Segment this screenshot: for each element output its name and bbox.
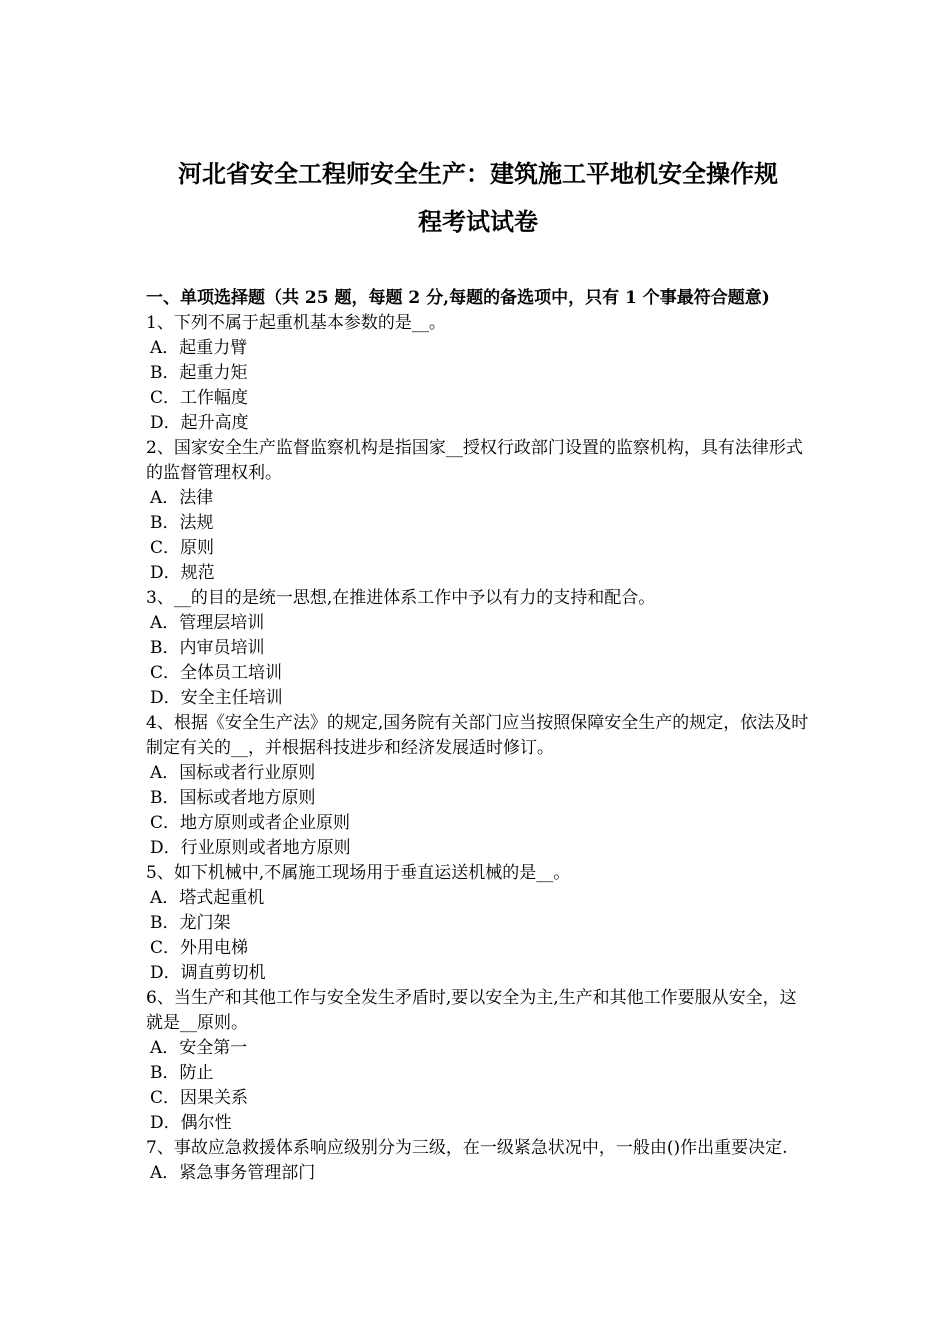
option-a: A．管理层培训	[150, 613, 265, 633]
option-a: A．国标或者行业原则	[150, 763, 316, 783]
question-5	[146, 861, 810, 986]
option-c: C．因果关系	[150, 1088, 249, 1108]
question-stem: 3、__的目的是统一思想,在推进体系工作中予以有力的支持和配合。	[146, 588, 656, 608]
option-b: B．起重力矩	[150, 363, 248, 383]
question-stem: 6、当生产和其他工作与安全发生矛盾时,要以安全为主,生产和其他工作要服从安全，这就是__原则。	[146, 988, 797, 1033]
option-a: A．安全第一	[150, 1038, 248, 1058]
option-a: A．起重力臂	[150, 338, 248, 358]
document-page	[146, 150, 810, 1186]
question-stem: 2、国家安全生产监督监察机构是指国家__授权行政部门设置的监察机构，具有法律形式的监督管理权利。	[146, 438, 803, 483]
question-6	[146, 986, 810, 1136]
option-b: B．防止	[150, 1063, 214, 1083]
document-title	[146, 150, 810, 246]
option-a: A．紧急事务管理部门	[150, 1163, 316, 1183]
option-b: B．国标或者地方原则	[150, 788, 316, 808]
option-a: A．法律	[150, 488, 214, 508]
option-c: C．外用电梯	[150, 938, 249, 958]
question-4	[146, 711, 810, 861]
option-d: D．偶尔性	[150, 1113, 232, 1133]
option-c: C．全体员工培训	[150, 663, 283, 683]
section-heading: 一、单项选择题（共 25 题，每题 2 分,每题的备选项中，只有 1 个事最符合题意)	[146, 288, 770, 308]
option-a: A．塔式起重机	[150, 888, 265, 908]
option-d: D．安全主任培训	[150, 688, 283, 708]
title-line-2: 程考试试卷	[418, 207, 538, 236]
option-c: C．原则	[150, 538, 215, 558]
option-d: D．行业原则或者地方原则	[150, 838, 351, 858]
option-d: D．规范	[150, 563, 215, 583]
option-c: C．工作幅度	[150, 388, 249, 408]
question-stem: 5、如下机械中,不属施工现场用于垂直运送机械的是__。	[146, 863, 571, 883]
question-list	[146, 311, 810, 1186]
question-stem: 7、事故应急救援体系响应级别分为三级，在一级紧急状况中，一般由()作出重要决定.	[146, 1138, 788, 1158]
question-2	[146, 436, 810, 586]
question-stem: 1、下列不属于起重机基本参数的是__。	[146, 313, 446, 333]
option-c: C．地方原则或者企业原则	[150, 813, 351, 833]
option-b: B．内审员培训	[150, 638, 265, 658]
option-b: B．龙门架	[150, 913, 231, 933]
question-1	[146, 311, 810, 436]
title-line-1: 河北省安全工程师安全生产：建筑施工平地机安全操作规	[178, 159, 778, 188]
question-stem: 4、根据《安全生产法》的规定,国务院有关部门应当按照保障安全生产的规定，依法及时制定有关的__，并根据科技进步和经济发展适时修订。	[146, 713, 809, 758]
question-3	[146, 586, 810, 711]
question-7	[146, 1136, 810, 1186]
option-d: D．起升高度	[150, 413, 249, 433]
option-d: D．调直剪切机	[150, 963, 266, 983]
option-b: B．法规	[150, 513, 214, 533]
